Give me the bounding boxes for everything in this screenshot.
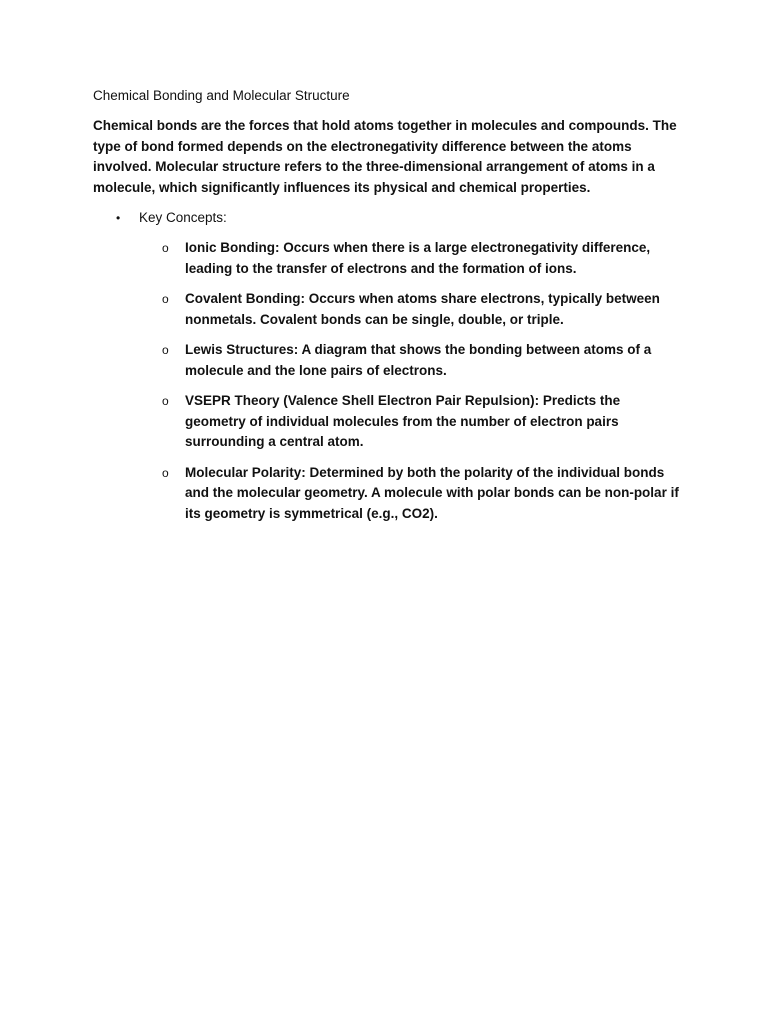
list-item	[139, 289, 683, 330]
concept-vsepr-theory: VSEPR Theory (Valence Shell Electron Pair Repulsion): Predicts the geometry of individual molecules from the number of electron pairs surrounding a central atom.	[185, 393, 621, 449]
circle-bullet-icon: o	[162, 465, 169, 480]
bullet-icon: •	[116, 211, 121, 225]
document-body	[93, 86, 683, 534]
document-title: Chemical Bonding and Molecular Structure	[93, 88, 350, 103]
list-item	[139, 391, 683, 453]
list-item	[139, 463, 683, 525]
list-item	[139, 340, 683, 381]
list-item	[139, 238, 683, 279]
key-concepts-list	[93, 208, 683, 524]
circle-bullet-icon: o	[162, 343, 169, 357]
concept-lewis-structures: Lewis Structures: A diagram that shows the bonding between atoms of a molecule and the lone pairs of electrons.	[185, 342, 652, 378]
circle-bullet-icon: o	[162, 394, 169, 408]
concept-molecular-polarity: Molecular Polarity: Determined by both the polarity of the individual bonds and the molecular geometry. A molecule with polar bonds can be non-polar if its geometry is symmetrical (e.g., CO2).	[185, 464, 679, 521]
circle-bullet-icon: o	[162, 241, 169, 255]
key-concepts-label: Key Concepts:	[139, 210, 227, 225]
key-concepts-item	[93, 208, 683, 524]
concept-ionic-bonding: Ionic Bonding: Occurs when there is a large electronegativity difference, leading to the transfer of electrons and the formation of ions.	[185, 240, 651, 276]
intro-paragraph: Chemical bonds are the forces that hold atoms together in molecules and compounds. The type of bond formed depends on the electronegativity difference between the atoms involved. Molecular structure refers to the three-dimensional arrangement of atoms in a molecule, which significantly influences its physical and chemical properties.	[93, 118, 677, 195]
circle-bullet-icon: o	[162, 292, 169, 306]
concepts-sublist	[139, 238, 683, 524]
concept-covalent-bonding: Covalent Bonding: Occurs when atoms share electrons, typically between nonmetals. Covalent bonds can be single, double, or triple.	[185, 291, 660, 327]
